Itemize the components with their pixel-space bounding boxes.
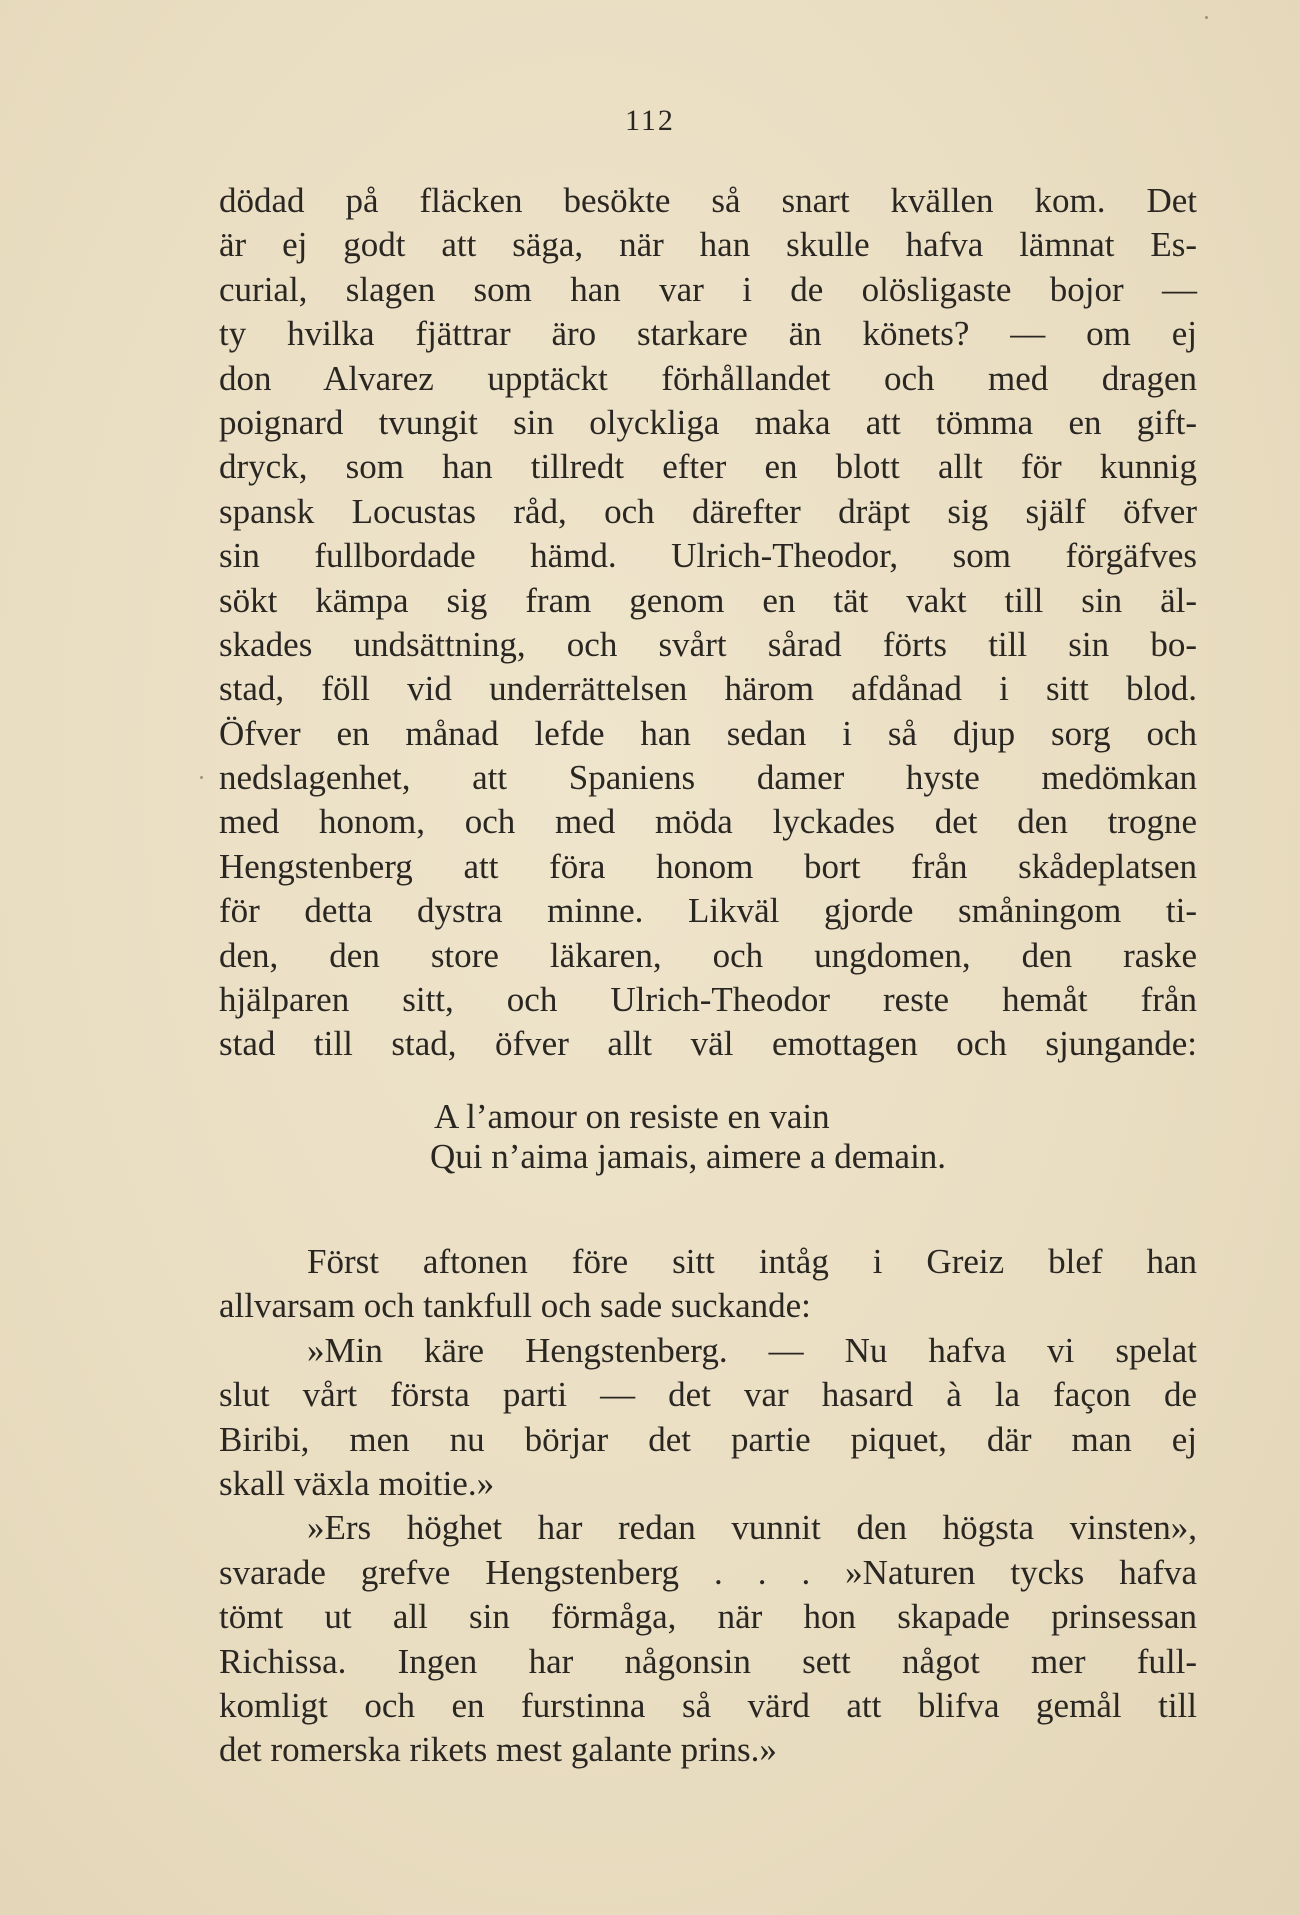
text-line: Öfver en månad lefde han sedan i så djup sorg och	[219, 713, 1197, 753]
paragraph-1	[219, 179, 1197, 1067]
text-line: skall växla moitie.»	[219, 1463, 495, 1503]
text-line: sökt kämpa sig fram genom en tät vakt till sin äl-	[219, 580, 1197, 620]
text-line: slut vårt första parti — det var hasard à la façon de	[219, 1375, 1197, 1415]
text-line: stad till stad, öfver allt väl emottagen och sjungande:	[219, 1024, 1197, 1064]
paper-speck	[1205, 16, 1208, 19]
text-line: spansk Locustas råd, och därefter dräpt sig själf öfver	[219, 491, 1197, 531]
text-line: don Alvarez upptäckt förhållandet och med dragen	[219, 358, 1197, 398]
text-line: allvarsam och tankfull och sade suckande:	[219, 1286, 811, 1326]
paper-speck	[200, 776, 203, 779]
paragraph-2	[219, 1240, 1197, 1773]
text-line: svarade grefve Hengstenberg . . . »Naturen tycks hafva	[219, 1552, 1197, 1592]
text-line: det romerska rikets mest galante prins.»	[219, 1730, 777, 1770]
verse-line: A l’amour on resiste en vain	[434, 1097, 830, 1136]
text-line: »Ers höghet har redan vunnit den högsta vinsten»,	[307, 1508, 1197, 1548]
text-line: poignard tvungit sin olyckliga maka att tömma en gift-	[219, 402, 1197, 442]
text-line: Hengstenberg att föra honom bort från skådeplatsen	[219, 846, 1197, 886]
text-line: hjälparen sitt, och Ulrich-Theodor reste hemåt från	[219, 980, 1197, 1020]
text-line: stad, föll vid underrättelsen härom afdånad i sitt blod.	[219, 669, 1197, 709]
text-line: den, den store läkaren, och ungdomen, den raske	[219, 935, 1197, 975]
text-line: curial, slagen som han var i de olösligaste bojor —	[219, 269, 1197, 309]
verse-line: Qui n’aima jamais, aimere a demain.	[430, 1137, 947, 1176]
text-line: Biribi, men nu börjar det partie piquet, där man ej	[219, 1419, 1197, 1459]
text-line: dryck, som han tillredt efter en blott allt för kunnig	[219, 447, 1197, 487]
text-line: »Min käre Hengstenberg. — Nu hafva vi spelat	[307, 1330, 1197, 1370]
text-line: skades undsättning, och svårt sårad förts till sin bo-	[219, 624, 1197, 664]
text-line: Först aftonen före sitt intåg i Greiz blef han	[307, 1242, 1197, 1281]
text-line: dödad på fläcken besökte så snart kvällen kom. Det	[219, 181, 1197, 220]
page-number: 112	[625, 104, 675, 137]
verse-quote	[430, 1097, 946, 1177]
text-line: sin fullbordade hämd. Ulrich-Theodor, som förgäfves	[219, 536, 1197, 576]
text-line: för detta dystra minne. Likväl gjorde småningom ti-	[219, 891, 1197, 931]
text-line: ty hvilka fjättrar äro starkare än könets? — om ej	[219, 314, 1197, 354]
text-line: Richissa. Ingen har någonsin sett något mer full-	[219, 1641, 1197, 1681]
text-line: med honom, och med möda lyckades det den trogne	[219, 802, 1197, 842]
text-line: tömt ut all sin förmåga, när hon skapade prinsessan	[219, 1597, 1197, 1637]
text-line: komligt och en furstinna så värd att blifva gemål till	[219, 1685, 1197, 1725]
text-line: nedslagenhet, att Spaniens damer hyste medömkan	[219, 758, 1197, 798]
text-line: är ej godt att säga, när han skulle hafva lämnat Es-	[219, 225, 1197, 265]
